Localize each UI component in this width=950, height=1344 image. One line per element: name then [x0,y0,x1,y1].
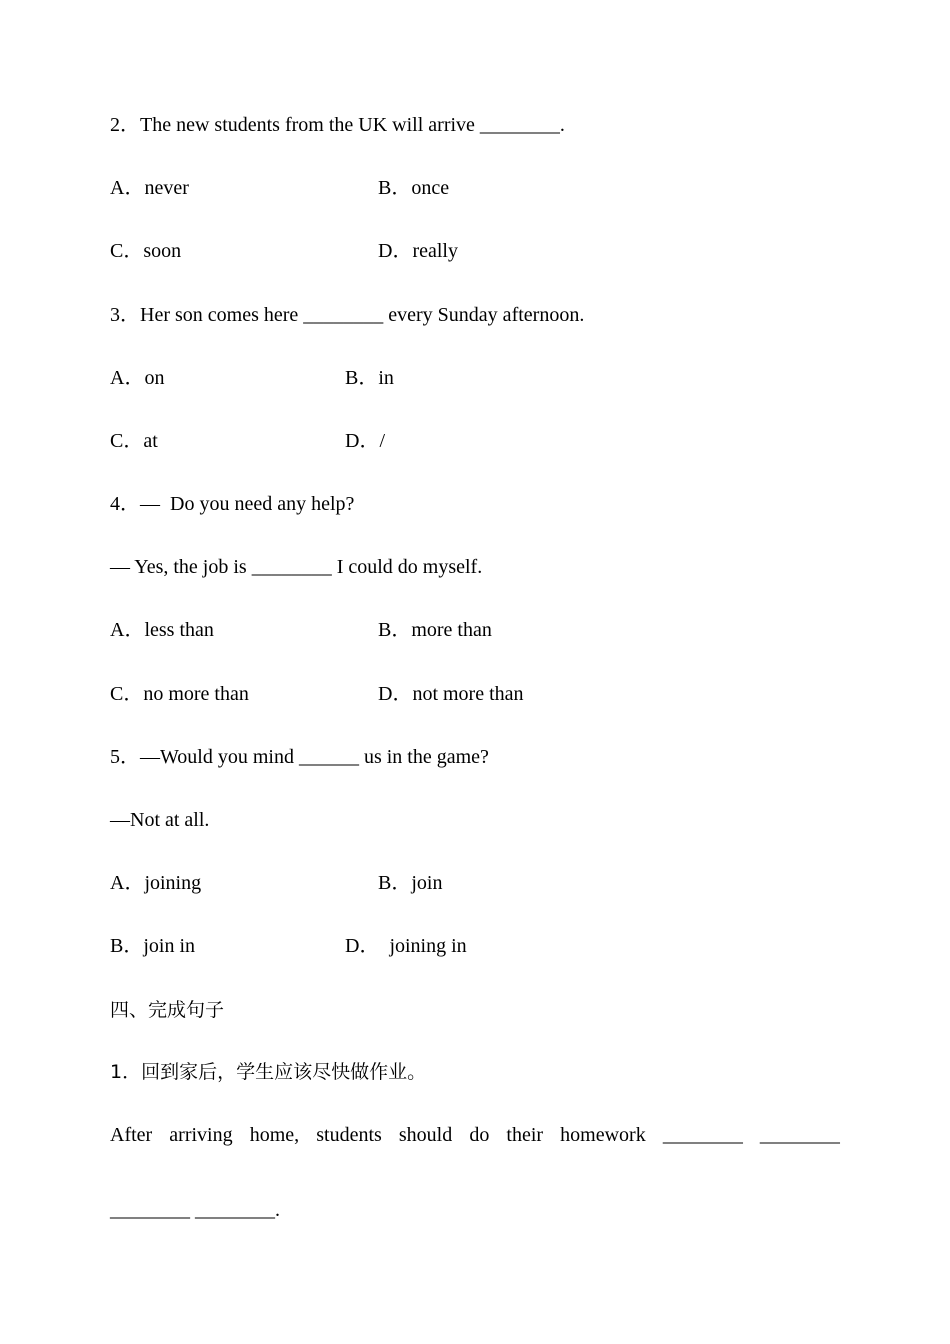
sentence-word: home, [249,1124,300,1146]
question-4-option-b: B．more than [378,619,492,641]
question-2-stem: 2．The new students from the UK will arrive ________. [110,114,565,136]
question-3-option-d: D．/ [345,430,385,452]
question-5-option-c: B．join in [110,935,196,957]
sentence-word: arriving [169,1124,233,1146]
sentence-word: their [506,1124,544,1146]
sentence-word: should [398,1124,453,1146]
question-5-option-b: B．join [378,872,443,894]
question-2-option-c: C．soon [110,240,182,262]
section-4-question-1-sentence [110,1123,840,1147]
question-4-option-a: A．less than [110,619,214,641]
section-4-question-1-continuation: ________ ________. [110,1199,280,1221]
section-4-question-1-prompt: 1．回到家后，学生应该尽快做作业。 [110,1061,427,1083]
sentence-word: do [469,1124,490,1146]
question-4-reply: — Yes, the job is ________ I could do myself. [110,556,483,578]
sentence-word: students [316,1124,382,1146]
answer-blank: ________ [662,1124,743,1146]
question-2-option-b: B．once [378,177,450,199]
sentence-word: After [110,1124,153,1146]
question-4-stem: 4．— Do you need any help? [110,493,355,515]
question-3-stem: 3．Her son comes here ________ every Sunday afternoon. [110,304,585,326]
question-3-option-c: C．at [110,430,158,452]
answer-blank: ________ [759,1124,840,1146]
question-4-option-d: D．not more than [378,683,524,705]
section-4-heading: 四、完成句子 [110,999,225,1021]
question-5-option-d: D． joining in [345,935,467,957]
question-4-option-c: C．no more than [110,683,249,705]
question-3-option-a: A．on [110,367,165,389]
question-2-option-d: D．really [378,240,458,262]
question-5-reply: —Not at all. [110,809,210,831]
question-5-stem: 5．—Would you mind ______ us in the game? [110,746,489,768]
question-3-option-b: B．in [345,367,394,389]
question-2-option-a: A．never [110,177,189,199]
sentence-word: homework [560,1124,646,1146]
question-5-option-a: A．joining [110,872,202,894]
